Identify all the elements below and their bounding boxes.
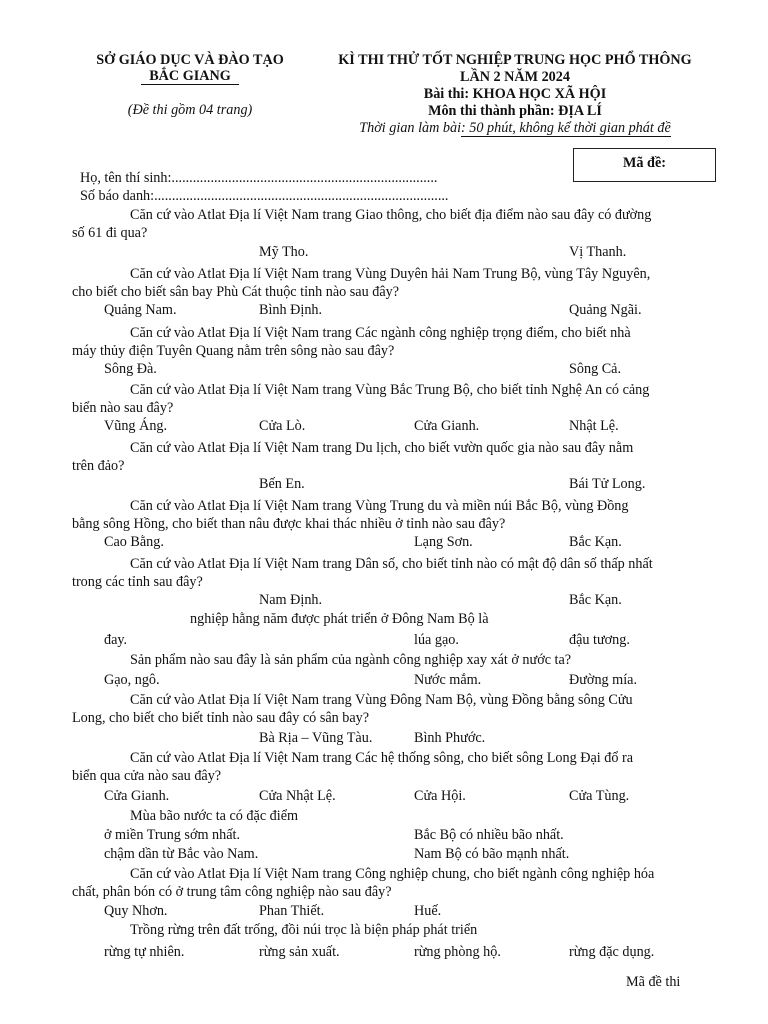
question-stem: Căn cứ vào Atlat Địa lí Việt Nam trang Công nghiệp chung, cho biết ngành công nghiệp hóa <box>130 866 655 882</box>
answer-option[interactable]: Quảng Nam. <box>104 302 177 318</box>
answer-option[interactable]: Sông Cả. <box>569 361 622 377</box>
answer-option[interactable]: Cửa Gianh. <box>104 788 170 804</box>
answer-option[interactable]: Vị Thanh. <box>569 244 627 260</box>
question-stem: Căn cứ vào Atlat Địa lí Việt Nam trang Các ngành công nghiệp trọng điểm, cho biết nhà <box>130 325 631 341</box>
answer-option[interactable]: Đường mía. <box>569 672 637 688</box>
question-stem: Căn cứ vào Atlat Địa lí Việt Nam trang Dân số, cho biết tỉnh nào có mật độ dân số thấp nhất <box>130 556 653 572</box>
question-stem-cont: cho biết cho biết sân bay Phù Cát thuộc tỉnh nào sau đây? <box>72 284 400 300</box>
answer-option[interactable]: Nước mắm. <box>414 672 482 688</box>
org-name: SỞ GIÁO DỤC VÀ ĐÀO TẠO <box>96 52 284 68</box>
answer-option[interactable]: Gạo, ngô. <box>104 672 160 688</box>
answer-option[interactable]: Cửa Nhật Lệ. <box>259 788 336 804</box>
question-stem: Căn cứ vào Atlat Địa lí Việt Nam trang Du lịch, cho biết vườn quốc gia nào sau đây nằm <box>130 440 634 456</box>
exam-title: KÌ THI THỬ TỐT NGHIỆP TRUNG HỌC PHỔ THÔNG <box>338 52 692 68</box>
answer-option[interactable]: Quảng Ngãi. <box>569 302 642 318</box>
question-stem-cont: chất, phân bón có ở trung tâm công nghiệp nào sau đây? <box>72 884 392 900</box>
footer-exam-code: Mã đề thi <box>626 974 681 990</box>
exam-time-value: : 50 phút, không kể thời gian phát đề <box>461 120 671 136</box>
answer-option[interactable]: rừng tự nhiên. <box>104 944 185 960</box>
question-stem-cont: số 61 đi qua? <box>72 225 148 241</box>
exam-component: Môn thi thành phần: ĐỊA LÍ <box>428 103 602 119</box>
answer-option[interactable]: Bình Định. <box>259 302 323 318</box>
question-stem: Trồng rừng trên đất trống, đồi núi trọc là biện pháp phát triển <box>130 922 478 938</box>
answer-option[interactable]: Huế. <box>414 903 442 919</box>
answer-option[interactable]: lúa gạo. <box>414 632 459 648</box>
answer-option[interactable]: đậu tương. <box>569 632 630 648</box>
answer-option[interactable]: Bắc Kạn. <box>569 534 622 550</box>
question-stem-cont: trong các tỉnh sau đây? <box>72 574 203 590</box>
answer-option[interactable]: Cửa Gianh. <box>414 418 480 434</box>
question-stem: Mùa bão nước ta có đặc điểm <box>130 808 299 824</box>
exam-time-prefix: Thời gian làm bài <box>359 120 462 136</box>
exam-code-label: Mã đề: <box>623 155 666 171</box>
answer-option[interactable]: rừng sản xuất. <box>259 944 340 960</box>
question-stem: Sản phẩm nào sau đây là sản phẩm của ngành công nghiệp xay xát ở nước ta? <box>130 652 572 668</box>
question-stem: Căn cứ vào Atlat Địa lí Việt Nam trang Vùng Trung du và miền núi Bắc Bộ, vùng Đồng <box>130 498 629 514</box>
answer-option[interactable]: Nam Bộ có bão mạnh nhất. <box>414 846 570 862</box>
exam-code-box <box>573 148 716 182</box>
answer-option[interactable]: Mỹ Tho. <box>259 244 309 260</box>
question-stem-cont: trên đảo? <box>72 458 125 474</box>
question-stem-cont: biển qua cửa nào sau đây? <box>72 768 222 784</box>
question-stem: Căn cứ vào Atlat Địa lí Việt Nam trang Vùng Duyên hải Nam Trung Bộ, vùng Tây Nguyên, <box>130 266 651 282</box>
answer-option[interactable]: rừng đặc dụng. <box>569 944 655 960</box>
answer-option[interactable]: rừng phòng hộ. <box>414 944 501 960</box>
answer-option[interactable]: Nhật Lệ. <box>569 418 619 434</box>
answer-option[interactable]: Bình Phước. <box>414 730 486 746</box>
answer-option[interactable]: Sông Đà. <box>104 361 157 377</box>
question-stem-cont: bằng sông Hồng, cho biết than nâu được khai thác nhiều ở tỉnh nào sau đây? <box>72 516 506 532</box>
answer-option[interactable]: Bến En. <box>259 476 305 492</box>
answer-option[interactable]: Cửa Lò. <box>259 418 306 434</box>
question-stem: Căn cứ vào Atlat Địa lí Việt Nam trang Giao thông, cho biết địa điểm nào sau đây có đường <box>130 207 652 223</box>
answer-option[interactable]: Cửa Tùng. <box>569 788 630 804</box>
question-stem-cont: Long, cho biết cho biết tỉnh nào sau đây có sân bay? <box>72 710 370 726</box>
question-stem-cont: máy thủy điện Tuyên Quang nằm trên sông nào sau đây? <box>72 343 395 359</box>
student-name-field[interactable]: Họ, tên thí sinh:........................................................................... <box>80 170 438 186</box>
answer-option[interactable]: Bà Rịa – Vũng Tàu. <box>259 730 373 746</box>
answer-option[interactable]: Bái Tử Long. <box>569 476 646 492</box>
exam-round: LẦN 2 NĂM 2024 <box>460 69 570 85</box>
question-stem: Căn cứ vào Atlat Địa lí Việt Nam trang Vùng Đông Nam Bộ, vùng Đồng bằng sông Cửu <box>130 692 633 708</box>
answer-option[interactable]: ở miền Trung sớm nhất. <box>104 827 241 843</box>
question-stem-cont: biển nào sau đây? <box>72 400 174 416</box>
answer-option[interactable]: Vũng Áng. <box>104 418 168 434</box>
answer-option[interactable]: Quy Nhơn. <box>104 903 168 919</box>
exam-time <box>318 120 712 137</box>
answer-option[interactable]: Phan Thiết. <box>259 903 325 919</box>
question-stem: Căn cứ vào Atlat Địa lí Việt Nam trang Các hệ thống sông, cho biết sông Long Đại đổ ra <box>130 750 634 766</box>
answer-option[interactable]: Cao Bằng. <box>104 534 164 550</box>
answer-option[interactable]: chậm dần từ Bắc vào Nam. <box>104 846 259 862</box>
answer-option[interactable]: Nam Định. <box>259 592 323 608</box>
question-stem: nghiệp hằng năm được phát triển ở Đông Nam Bộ là <box>190 611 489 627</box>
org-province: BẮC GIANG <box>70 68 310 85</box>
answer-option[interactable]: đay. <box>104 632 128 648</box>
answer-option[interactable]: Lạng Sơn. <box>414 534 473 550</box>
answer-option[interactable]: Bắc Kạn. <box>569 592 622 608</box>
student-id-field[interactable]: Số báo danh:................................................................................... <box>80 188 449 204</box>
exam-subject: Bài thi: KHOA HỌC XÃ HỘI <box>423 86 607 102</box>
answer-option[interactable]: Cửa Hội. <box>414 788 466 804</box>
pages-note: (Đề thi gồm 04 trang) <box>127 102 253 118</box>
answer-option[interactable]: Bắc Bộ có nhiều bão nhất. <box>414 827 564 843</box>
question-stem: Căn cứ vào Atlat Địa lí Việt Nam trang Vùng Bắc Trung Bộ, cho biết tỉnh Nghệ An có cảng <box>130 382 650 398</box>
